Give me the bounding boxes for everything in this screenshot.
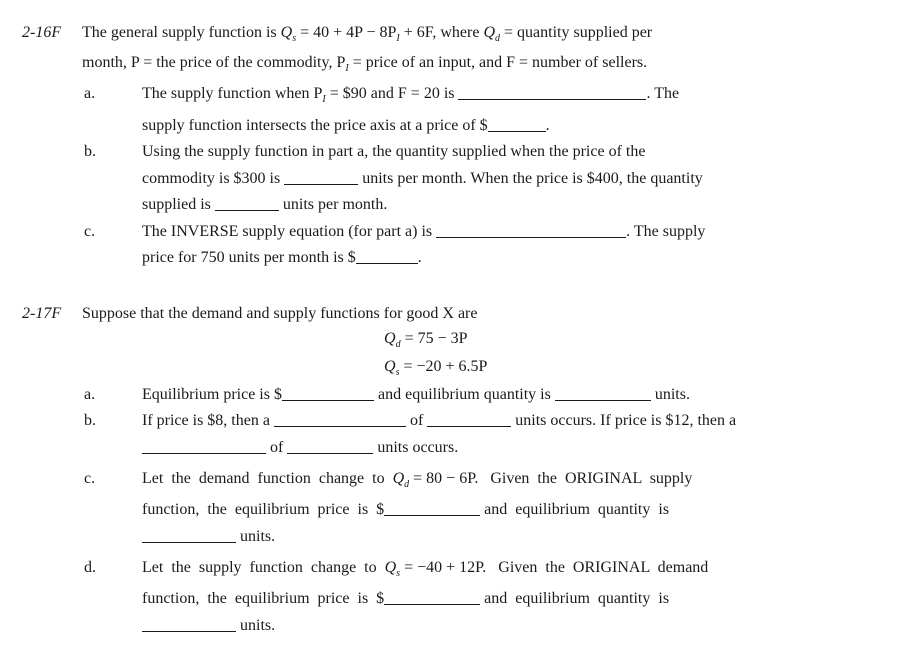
text: units occurs. If price is $12, then a: [515, 412, 737, 429]
text: of: [270, 439, 284, 456]
demand-equation: [384, 329, 468, 355]
part-17c-line-1: [142, 469, 692, 495]
text: price for 750 units per month is $: [142, 249, 356, 266]
part-17d-line-2: [142, 589, 669, 609]
text: commodity is $300 is: [142, 170, 281, 187]
part-16c-line-2: [142, 248, 422, 268]
answer-blank[interactable]: [427, 412, 511, 427]
q-symbol: Q: [384, 358, 396, 375]
sub-i: I: [345, 63, 349, 74]
part-17b-line-1: [142, 411, 736, 431]
sub-s: s: [395, 367, 400, 378]
sub-i: I: [322, 94, 326, 105]
part-b-label: b.: [84, 412, 96, 429]
text: supply function intersects the price axis at a price of $: [142, 117, 488, 134]
part-16a-line-1: [142, 84, 679, 110]
answer-blank[interactable]: [287, 439, 373, 454]
answer-blank[interactable]: [282, 386, 374, 401]
q-symbol: Q: [384, 330, 396, 347]
text: units.: [240, 617, 276, 634]
intro-text-qd-def: = quantity supplied per: [500, 24, 653, 41]
part-16b-line-2: [142, 169, 703, 189]
text: Let the supply function change to: [142, 559, 385, 576]
sub-s: s: [396, 568, 401, 579]
problem-16-intro-line-1: [82, 23, 652, 49]
supply-equation: = 40 + 4P − 8P: [300, 24, 397, 41]
q-symbol: Q: [280, 24, 293, 41]
equation-text: = 80 − 6P: [409, 470, 475, 487]
text: Equilibrium price is $: [142, 386, 282, 403]
equation-text: = −20 + 6.5P: [403, 358, 488, 375]
part-17c-line-3: [142, 527, 275, 547]
supply-equation-tail: + 6F: [399, 24, 433, 41]
answer-blank[interactable]: [555, 386, 651, 401]
sub-i: I: [396, 33, 400, 44]
text: . The: [646, 85, 680, 102]
text: of: [409, 412, 424, 429]
text: If price is $8, then a: [142, 412, 270, 429]
intro-text-2b: = price of an input, and F = number of sellers.: [348, 54, 648, 71]
text: units.: [654, 386, 690, 403]
answer-blank[interactable]: [458, 85, 646, 100]
part-16b-line-3: [142, 195, 387, 215]
answer-blank[interactable]: [274, 412, 406, 427]
q-symbol: Q: [384, 559, 397, 576]
answer-blank[interactable]: [215, 196, 279, 211]
problem-17-intro: Suppose that the demand and supply functions for good X are: [82, 305, 478, 322]
problem-number-16: 2-16F: [22, 24, 62, 41]
part-16b-line-1: Using the supply function in part a, the quantity supplied when the price of the: [142, 143, 646, 160]
part-17b-line-2: [142, 438, 458, 458]
text: The INVERSE supply equation (for part a) is: [142, 223, 433, 240]
answer-blank[interactable]: [488, 117, 546, 132]
text: Let the demand function change to: [142, 470, 393, 487]
sub-s: s: [292, 33, 297, 44]
intro-text-where: , where: [432, 24, 484, 41]
text: and equilibrium quantity is: [377, 386, 551, 403]
part-16c-line-1: [142, 222, 705, 242]
text: units per month. When the price is $400, the quantity: [362, 170, 703, 187]
supply-equation-17: [384, 357, 487, 383]
answer-blank[interactable]: [356, 249, 418, 264]
answer-blank[interactable]: [384, 501, 480, 516]
part-17d-line-1: [142, 558, 708, 584]
part-a-label: a.: [84, 386, 96, 403]
text: = $90 and F = 20 is: [325, 85, 455, 102]
sub-d: d: [495, 33, 501, 44]
answer-blank[interactable]: [436, 223, 626, 238]
answer-blank[interactable]: [142, 528, 236, 543]
answer-blank[interactable]: [142, 617, 236, 632]
answer-blank[interactable]: [384, 590, 480, 605]
part-17c-line-2: [142, 500, 669, 520]
text: and equilibrium quantity is: [484, 501, 670, 518]
text: . Given the ORIGINAL demand: [482, 559, 709, 576]
sub-d: d: [404, 479, 410, 490]
intro-text-2: month, P = the price of the commodity, P: [82, 54, 346, 71]
part-d-label: d.: [84, 559, 96, 576]
text: .: [545, 117, 550, 134]
part-c-label: c.: [84, 223, 96, 240]
equation-text: = −40 + 12P: [400, 559, 483, 576]
text: . Given the ORIGINAL supply: [474, 470, 693, 487]
text: function, the equilibrium price is $: [142, 501, 385, 518]
answer-blank[interactable]: [284, 170, 358, 185]
text: The supply function when P: [142, 85, 323, 102]
problem-number-17: 2-17F: [22, 305, 62, 322]
answer-blank[interactable]: [142, 439, 266, 454]
text: supplied is: [142, 196, 211, 213]
q-symbol: Q: [483, 24, 496, 41]
text: units occurs.: [377, 439, 459, 456]
part-b-label: b.: [84, 143, 96, 160]
part-17a-line-1: [142, 385, 690, 405]
sub-d: d: [395, 339, 401, 350]
text: and equilibrium quantity is: [484, 590, 670, 607]
text: units per month.: [282, 196, 388, 213]
q-symbol: Q: [392, 470, 405, 487]
problem-16-intro-line-2: [82, 53, 647, 79]
part-17d-line-3: [142, 616, 275, 636]
text: .: [417, 249, 422, 266]
equation-text: = 75 − 3P: [404, 330, 468, 347]
text: . The supply: [626, 223, 706, 240]
part-a-label: a.: [84, 85, 96, 102]
text: units.: [240, 528, 276, 545]
part-c-label: c.: [84, 470, 96, 487]
part-16a-line-2: [142, 116, 550, 136]
intro-text: The general supply function is: [82, 24, 281, 41]
text: function, the equilibrium price is $: [142, 590, 385, 607]
